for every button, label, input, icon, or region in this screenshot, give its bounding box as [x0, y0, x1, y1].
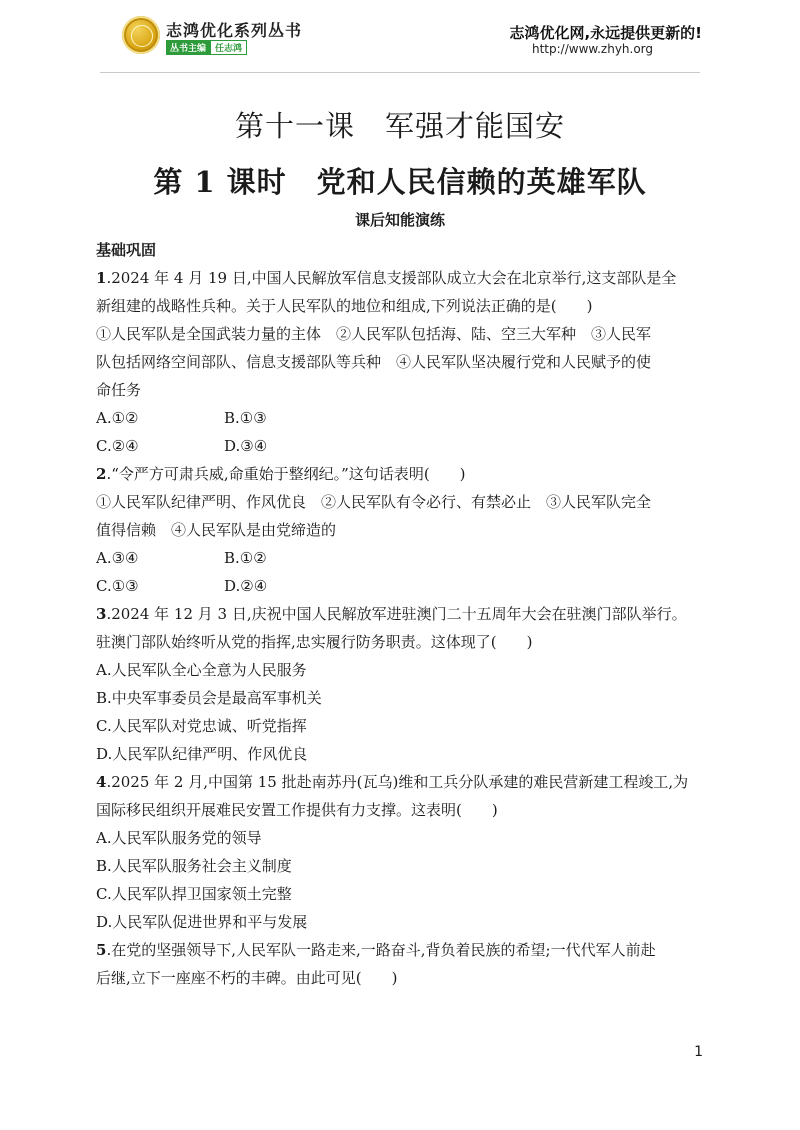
option-c[interactable]: C.①③: [96, 577, 139, 595]
question-statement: 命任务: [96, 381, 142, 399]
question-text: 新组建的战略性兵种。关于人民军队的地位和组成,下列说法正确的是( ): [96, 297, 593, 315]
question-number: 2: [96, 465, 107, 483]
question-text: .“令严方可肃兵威,命重始于整纲纪。”这句话表明( ): [106, 465, 466, 483]
option-b[interactable]: B.中央军事委员会是最高军事机关: [96, 689, 322, 707]
option-c[interactable]: C.人民军队捍卫国家领土完整: [96, 885, 292, 903]
header-divider: [100, 72, 700, 73]
option-d[interactable]: D.③④: [224, 437, 268, 455]
brand-tag-name: 任志鸿: [210, 40, 247, 55]
brand-title: 志鸿优化系列丛书: [166, 21, 303, 40]
question-3: [96, 600, 704, 768]
option-row: [96, 432, 704, 460]
brand-tag-label: 丛书主编: [166, 40, 210, 55]
option-b[interactable]: B.①②: [224, 549, 267, 567]
brand-editor-tag: [166, 40, 247, 54]
option-d[interactable]: D.②④: [224, 577, 268, 595]
option-b[interactable]: B.①③: [224, 409, 267, 427]
option-b[interactable]: B.人民军队服务社会主义制度: [96, 857, 292, 875]
question-text: 国际移民组织开展难民安置工作提供有力支撑。这表明( ): [96, 801, 498, 819]
question-statement: 队包括网络空间部队、信息支援部队等兵种 ④人民军队坚决履行党和人民赋予的使: [96, 353, 652, 371]
option-row: [96, 404, 704, 432]
option-a[interactable]: A.①②: [96, 409, 139, 427]
question-text: .2025 年 2 月,中国第 15 批赴南苏丹(瓦乌)维和工兵分队承建的难民营新建工程竣工,为: [106, 773, 689, 791]
exercise-title: 课后知能演练: [354, 211, 445, 229]
category-heading: 基础巩固: [96, 241, 157, 259]
header-slogan: 志鸿优化网,永远提供更新的!: [509, 24, 702, 42]
question-number: 1: [96, 269, 107, 287]
question-4: [96, 768, 704, 936]
page-number: 1: [694, 1044, 703, 1060]
question-1: [96, 264, 704, 460]
option-a[interactable]: A.③④: [96, 549, 139, 567]
option-a[interactable]: A.人民军队服务党的领导: [96, 829, 262, 847]
question-statement: ①人民军队是全国武装力量的主体 ②人民军队包括海、陆、空三大军种 ③人民军: [96, 325, 652, 343]
option-d[interactable]: D.人民军队纪律严明、作风优良: [96, 745, 308, 763]
question-statement: 值得信赖 ④人民军队是由党缔造的: [96, 521, 337, 539]
question-list: [96, 236, 704, 992]
option-row: [96, 572, 704, 600]
question-number: 3: [96, 605, 107, 623]
question-statement: ①人民军队纪律严明、作风优良 ②人民军队有令必行、有禁必止 ③人民军队完全: [96, 493, 652, 511]
question-2: [96, 460, 704, 600]
brand-logo-icon: [122, 16, 160, 54]
question-number: 5: [96, 941, 107, 959]
question-text: 驻澳门部队始终听从党的指挥,忠实履行防务职责。这体现了( ): [96, 633, 533, 651]
question-text: .2024 年 4 月 19 日,中国人民解放军信息支援部队成立大会在北京举行,这支部队是全: [106, 269, 677, 287]
option-d[interactable]: D.人民军队促进世界和平与发展: [96, 913, 308, 931]
question-text: .在党的坚强领导下,人民军队一路走来,一路奋斗,背负着民族的希望;一代代军人前赴: [106, 941, 656, 959]
question-text: .2024 年 12 月 3 日,庆祝中国人民解放军进驻澳门二十五周年大会在驻澳门部队举行。: [106, 605, 687, 623]
question-number: 4: [96, 773, 107, 791]
section-title: 第 1 课时 党和人民信赖的英雄军队: [153, 165, 647, 199]
header-url[interactable]: http://www.zhyh.org: [532, 42, 654, 56]
lesson-title: 第十一课 军强才能国安: [234, 109, 565, 143]
option-c[interactable]: C.②④: [96, 437, 139, 455]
option-c[interactable]: C.人民军队对党忠诚、听党指挥: [96, 717, 307, 735]
question-text: 后继,立下一座座不朽的丰碑。由此可见( ): [96, 969, 398, 987]
option-a[interactable]: A.人民军队全心全意为人民服务: [96, 661, 307, 679]
question-5: [96, 936, 704, 992]
page-header: [0, 12, 800, 64]
option-row: [96, 544, 704, 572]
